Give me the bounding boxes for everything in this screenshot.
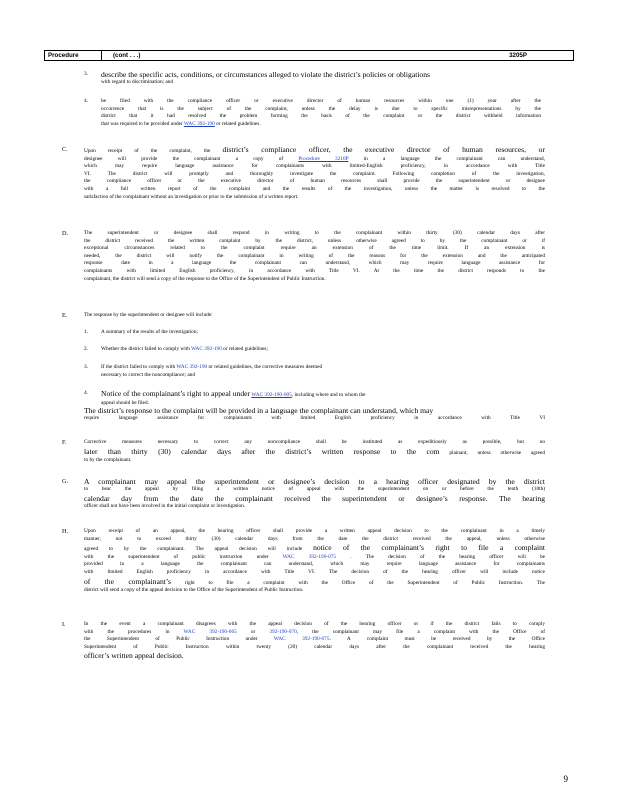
wac-link[interactable]: WAC 392-190	[184, 120, 215, 127]
list-item-number: 4.	[84, 98, 89, 104]
list-item-number: 3.	[84, 71, 89, 77]
procedure-header-bar	[44, 50, 574, 61]
section-text: A complainant may appeal the superintendent or designee’s decision to a hearing officer designated by the district to hear the appeal by filing a written notice of appeal with the superintendent on or before the tenth (10th) calendar day from the date the complainant received the superintendent or designee’s response. The hearing officer shall not have been involved in the initial complaint or investigation.	[84, 477, 545, 509]
section-label: (cont . . .)	[113, 52, 141, 59]
wac-link[interactable]: WAC 392-190-065	[183, 628, 237, 635]
section-label-g: G.	[62, 478, 69, 485]
list-item-text: describe the specific acts, conditions, or circumstances alleged to violate the district’s policies or obligations with regard to discrimination; and	[101, 70, 430, 85]
procedure-number: 3205P	[509, 52, 527, 59]
section-text: Corrective measures necessary to correct any noncompliance shall be instituted as expeditiously as possible, but no later than thirty (30) calendar days after the district’s written response to the com plainant, unless otherwise agreed to by the complainant.	[84, 439, 545, 464]
section-label-d: D.	[62, 230, 69, 237]
section-label-c: C.	[62, 146, 68, 153]
wac-link[interactable]: 392-190-070	[269, 628, 297, 635]
section-label-h: H.	[62, 528, 69, 535]
section-label-e: E.	[62, 312, 68, 319]
document-page: Procedure (cont . . .) 3205P 3. describe the specific acts, conditions, or circumstances alleged to violate the district’s policies or obligations with regard to discrimination; and 4. be filed with the compliance officer or executive director of human resources within one (1) year after the occurrence that is the subject of the complaint, unless the delay is due to specific misrepresentations by the district that it had resolved the problem forming the basis of the complaint or the district withheld information that was required to be provided under WAC 392-190 or related guidelines. C. Upon receipt of the complaint, the district’s compliance officer, the executive director of human resources, or designee will provide the complainant a copy of Procedure 3210P in a language the complainant can understand, which may require language assistance for complainants with limited-English proficiency, in accordance with Title VI. The district will promptly and thoroughly investigate the complaint. Following completion of the investigation, the compliance officer or the executive director of human resources shall provide the superintendent or designee with a full written report of the complaint and the results of the investigation, unless the matter is resolved to the satisfaction of the complainant without an investigation or prior to the submission of a written report. D. The superintendent or designee shall respond in writing to the complainant within thirty (30) calendar days after the district received the written complaint by the district, unless otherwise agreed to by the complainant or if exceptional circumstances related to the complaint require an extension of the time limit. If an extension is needed, the district will notify the complainant in writing of the reasons for the extension and the anticipated response date in a language the complainant can understand, which may require language assistance for complainants with limited English proficiency, in accordance with Title VI. At the time the district responds to the complainant, the district will send a copy of the response to the Office of the Superintendent of Public Instruction. E. The response by the superintendent or designee will include: 1. A summary of the results of the investigation; 2. Whether the district failed to comply with WAC 392-190 or related guidelines; 3. If the district failed to comply with WAC 392-190 or related guidelines, the corrective measures deemed necessary to correct the noncompliance; and 4. Notice of the complainant’s right to appeal under WAC 392-190-005, including where and to whom the appeal should be filed. The district’s response to the complaint will be provided in a language the complainant can understand, which may require language assistance for complainants with limited English proficiency in accordance with Title VI F. Corrective measures necessary to correct any noncompliance shall be instituted as expeditiously as possible, but no later than thirty (30) calendar days after the district’s written response to the com plainant, unless otherwise agreed to by the complainant. G. A complainant may appeal the superintendent or designee’s decision to a hearing officer designated by the district to hear the appeal by filing a written notice of appeal with the superintendent on or before the tenth (10th) calendar day from the date the complainant received the superintendent or designee’s response. The hearing officer shall not have been involved in the initial complaint or investigation. H. Upon receipt of an appeal, the hearing officer shall provide a written appeal decision to the complainant in a timely manner, not to exceed thirty (30) calendar days from the date the district received the appeal, unless otherwise agreed to by the complainant. The appeal decision will include notice of the complainant’s right to file a complaint with the superintendent of public instruction under WAC 392-190-075 . The decision of the hearing officer will be provided in a language the complainant can understand, which may require language assistance for complainants with limited English proficiency in accordance with Title VI. The decision of the hearing officer will include notice of the complainant’s right to file a complaint with the Office of the Superintendent of Public Instruction. The district will send a copy of the appeal decision to the Office of the Superintendent of Public Instruction. I. In the event a complainant disagrees with the appeal decision of the hearing officer or if the district fails to comply with the procedures in WAC 392-190-065 or 392-190-070, the complainant may file a complaint with the Office of the Superintendent of Public Instruction under WAC 392-190-075. A complaint must be received by the Office Superintendent of Public Instruction within twenty (20) calendar days after the complainant received the hearing officer’s written appeal decision. 9	[0, 0, 618, 800]
section-text: Upon receipt of the complaint, the district’s compliance officer, the executive director of human resources, or designee will provide the complainant a copy of Procedure 3210P in a language the complainant can understand, which may require language assistance for complainants with limited-English proficiency, in accordance with Title VI. The district will promptly and thoroughly investigate the complaint. Following completion of the investigation, the compliance officer or the executive director of human resources shall provide the superintendent or designee with a full written report of the complaint and the results of the investigation, unless the matter is resolved to the satisfaction of the complainant without an investigation or prior to the submission of a written report.	[84, 145, 545, 200]
section-text: In the event a complainant disagrees with the appeal decision of the hearing officer or if the district fails to comply with the procedures in WAC 392-190-065 or 392-190-070, the complainant may file a complaint with the Office of the Superintendent of Public Instruction under WAC 392-190-075. A complaint must be received by the Office Superintendent of Public Instruction within twenty (20) calendar days after the complainant received the hearing officer’s written appeal decision.	[84, 621, 545, 661]
wac-link[interactable]: WAC 392-190	[176, 364, 208, 370]
header-divider	[101, 51, 102, 60]
section-label-f: F.	[62, 439, 67, 446]
wac-link[interactable]: WAC 392-190-075	[273, 636, 330, 643]
wac-link[interactable]: WAC 392-190-005	[251, 392, 292, 398]
procedure-link[interactable]: Procedure 3210P	[298, 155, 349, 162]
list-item-text: be filed with the compliance officer or executive director of human resources within one (1) year after the occurrence that is the subject of the complaint, unless the delay is due to specific misrepresentations by the district that it had resolved the problem forming the basis of the complaint or the district withheld information that was required to be provided under WAC 392-190 or related guidelines.	[101, 98, 541, 127]
section-text: The superintendent or designee shall respond in writing to the complainant within thirty (30) calendar days after the district received the written complaint by the district, unless otherwise agreed to by the complainant or if exceptional circumstances related to the complaint require an extension of the time limit. If an extension is needed, the district will notify the complainant in writing of the reasons for the extension and the anticipated response date in a language the complainant can understand, which may require language assistance for complainants with limited English proficiency, in accordance with Title VI. At the time the district responds to the complainant, the district will send a copy of the response to the Office of the Superintendent of Public Instruction.	[84, 230, 545, 282]
section-label-i: I.	[62, 621, 66, 628]
page-number: 9	[563, 774, 568, 784]
section-text: Upon receipt of an appeal, the hearing officer shall provide a written appeal decision to the complainant in a timely manner, not to exceed thirty (30) calendar days from the date the district received the appeal, unless otherwise agreed to by the complainant. The appeal decision will include notice of the complainant’s right to file a complaint with the superintendent of public instruction under WAC 392-190-075 . The decision of the hearing officer will be provided in a language the complainant can understand, which may require language assistance for complainants with limited English proficiency in accordance with Title VI. The decision of the hearing officer will include notice of the complainant’s right to file a complaint with the Office of the Superintendent of Public Instruction. The district will send a copy of the appeal decision to the Office of the Superintendent of Public Instruction.	[84, 528, 545, 594]
procedure-label: Procedure	[48, 52, 79, 59]
wac-link[interactable]: WAC 392-190-075	[282, 553, 337, 560]
wac-link[interactable]: WAC 392-190	[191, 346, 222, 352]
section-text: The response by the superintendent or designee will include:	[84, 312, 213, 318]
